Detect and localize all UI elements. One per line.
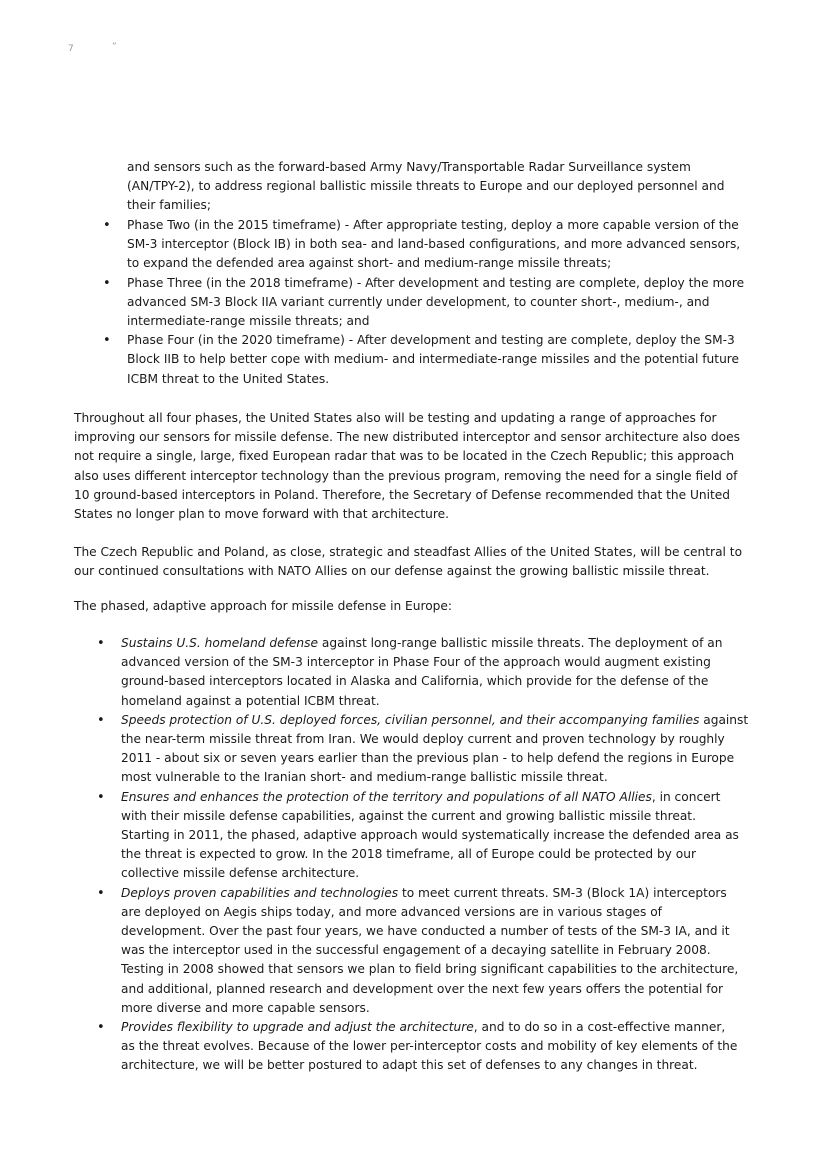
text-line: the near-term missile threat from Iran. We would deploy current and proven technology by roughly <box>121 732 725 747</box>
text-line: Starting in 2011, the phased, adaptive approach would systematically increase the defended area as <box>121 828 739 843</box>
text-line: the threat is expected to grow. In the 2018 timeframe, all of Europe could be protected by our <box>121 847 696 862</box>
phases-list <box>103 216 745 389</box>
paragraph-intro <box>74 597 452 616</box>
text-line <box>121 788 748 807</box>
scan-mark: 7 <box>68 44 74 54</box>
text-line: ICBM threat to the United States. <box>127 371 330 386</box>
text-run: against <box>699 712 749 727</box>
text-line: 2011 - about six or seven years earlier than the previous plan - to help defend the regions in Europe <box>121 751 735 766</box>
text-line: (AN/TPY-2), to address regional ballistic missile threats to Europe and our deployed personnel and <box>127 179 725 194</box>
text-line: intermediate-range missile threats; and <box>127 314 370 329</box>
text-line <box>121 634 748 653</box>
emphasis: Speeds protection of U.S. deployed forces, civilian personnel, and their accompanying families <box>121 712 700 727</box>
emphasis: Provides flexibility to upgrade and adjust the architecture <box>121 1020 474 1035</box>
text-line: States no longer plan to move forward with that architecture. <box>74 507 450 522</box>
text-line: Block IIB to help better cope with medium- and intermediate-range missiles and the potential future <box>127 352 740 367</box>
list-item <box>103 216 744 274</box>
bullet: • <box>97 885 105 901</box>
text-line: Throughout all four phases, the United States also will be testing and updating a range of approaches for <box>74 411 717 425</box>
text-line: more diverse and more capable sensors. <box>121 1000 370 1015</box>
list-item <box>97 1018 748 1076</box>
text-run: against long-range ballistic missile threats. The deployment of an <box>318 636 723 650</box>
text-line: and additional, planned research and development over the next few years offers the potential for <box>121 981 724 996</box>
text-line <box>121 1018 748 1037</box>
text-line: was the interceptor used in the successful engagement of a decaying satellite in February 2008. <box>121 943 711 958</box>
text-line <box>121 711 748 730</box>
text-line: and sensors such as the forward-based Army Navy/Transportable Radar Surveillance system <box>127 160 691 174</box>
list-item <box>97 634 748 711</box>
benefits-list <box>97 634 749 1076</box>
bullet: • <box>103 218 111 233</box>
text-line: development. Over the past four years, we have conducted a number of tests of the SM-3 IA, and it <box>121 924 730 939</box>
paragraph-throughout <box>74 409 740 524</box>
text-line: architecture, we will be better postured to adapt this set of defenses to any changes in threat. <box>121 1058 698 1073</box>
list-item <box>97 884 748 1018</box>
text-line: Testing in 2008 showed that sensors we plan to field bring significant capabilities to the architecture, <box>121 962 739 977</box>
phase-one-continuation <box>127 158 724 216</box>
bullet: • <box>103 333 111 349</box>
text-line: to expand the defended area against short- and medium-range missile threats; <box>127 256 612 271</box>
text-line: advanced version of the SM-3 interceptor in Phase Four of the approach would augment existing <box>121 655 711 670</box>
text-line: ground-based interceptors located in Alaska and California, which provide for the defense of the <box>121 674 709 689</box>
list-item <box>103 331 744 389</box>
text-line: advanced SM-3 Block IIA variant currently under development, to counter short-, medium-, and <box>127 294 710 309</box>
text-line: most vulnerable to the Iranian short- and medium-range ballistic missile threat. <box>121 770 608 785</box>
text-run: , and to do so in a cost-effective manner, <box>473 1020 726 1035</box>
list-item <box>103 274 745 332</box>
text-line: improving our sensors for missile defense. The new distributed interceptor and sensor architecture also does <box>74 430 740 445</box>
text-line: their families; <box>127 198 212 213</box>
list-item <box>97 711 749 788</box>
text-line: not require a single, large, fixed European radar that was to be located in the Czech Republic; this approach <box>74 449 735 464</box>
text-line: Phase Two (in the 2015 timeframe) - After appropriate testing, deploy a more capable version of the <box>127 218 739 232</box>
list-item <box>97 788 748 884</box>
text-line <box>121 884 748 903</box>
text-line: The phased, adaptive approach for missile defense in Europe: <box>74 599 453 613</box>
emphasis: Sustains U.S. homeland defense <box>121 636 319 650</box>
text-line: collective missile defense architecture. <box>121 866 360 881</box>
text-line: homeland against a potential ICBM threat. <box>121 693 380 708</box>
text-run: , in concert <box>651 789 721 804</box>
bullet: • <box>103 275 111 291</box>
scan-mark: ” <box>112 42 117 52</box>
text-line: The Czech Republic and Poland, as close, strategic and steadfast Allies of the United States, will be central to <box>74 545 743 559</box>
text-line: 10 ground-based interceptors in Poland. Therefore, the Secretary of Defense recommended that the United <box>74 487 731 502</box>
bullet: • <box>97 712 105 728</box>
bullet: • <box>97 789 105 805</box>
text-run: to meet current threats. SM-3 (Block 1A) interceptors <box>398 885 727 900</box>
text-line: as the threat evolves. Because of the lower per-interceptor costs and mobility of key elements of the <box>121 1039 738 1054</box>
text-line: with their missile defense capabilities, against the current and growing ballistic missile threat. <box>121 808 696 823</box>
text-line: SM-3 interceptor (Block IB) in both sea- and land-based configurations, and more advanced sensors, <box>127 237 741 252</box>
emphasis: Deploys proven capabilities and technologies <box>121 885 399 900</box>
text-line: Phase Four (in the 2020 timeframe) - After development and testing are complete, deploy the SM-3 <box>127 333 735 348</box>
paragraph-czech-poland <box>74 543 742 581</box>
text-line: Phase Three (in the 2018 timeframe) - After development and testing are complete, deploy the more <box>127 275 745 290</box>
text-line: our continued consultations with NATO Allies on our defense against the growing ballistic missile threat. <box>74 564 710 579</box>
text-line: are deployed on Aegis ships today, and more advanced versions are in various stages of <box>121 904 662 919</box>
bullet: • <box>97 636 105 651</box>
bullet: • <box>97 1020 105 1036</box>
text-line: also uses different interceptor technology than the previous program, removing the need for a single field of <box>74 468 738 483</box>
emphasis: Ensures and enhances the protection of the territory and populations of all NATO Allies <box>121 789 652 804</box>
